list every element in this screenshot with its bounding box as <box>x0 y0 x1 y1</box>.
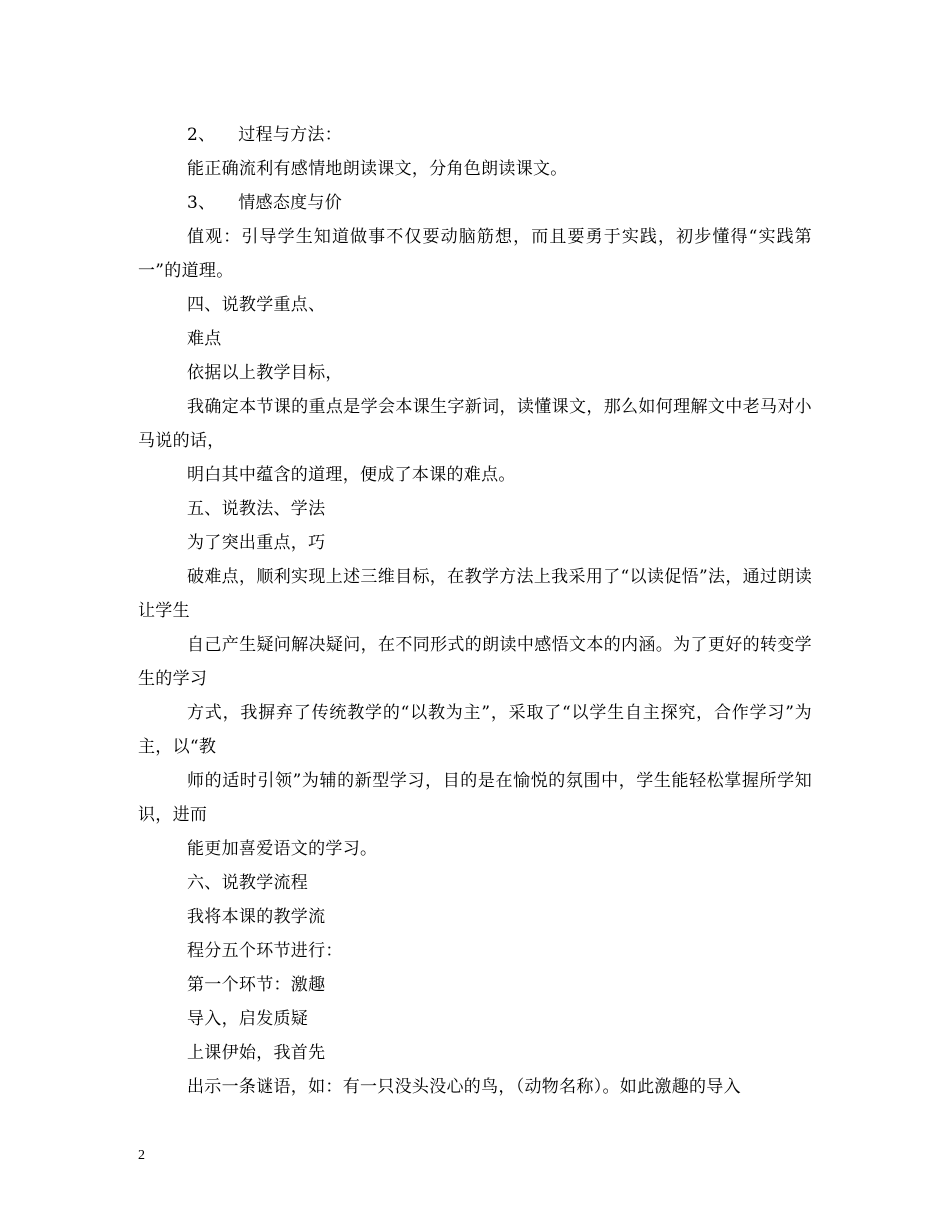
paragraph: 依据以上教学目标， <box>187 363 343 383</box>
page-number: 2 <box>138 1148 145 1163</box>
paragraph: 2、 过程与方法： <box>187 125 343 145</box>
paragraph: 为了突出重点，巧 <box>187 533 326 553</box>
paragraph: 难点 <box>187 329 222 349</box>
paragraph: 五、说教法、学法 <box>187 499 326 519</box>
paragraph: 我将本课的教学流 <box>187 907 326 927</box>
paragraph: 明白其中蕴含的道理，便成了本课的难点。 <box>187 465 516 485</box>
paragraph: 六、说教学流程 <box>187 873 309 893</box>
paragraph: 四、说教学重点、 <box>187 295 326 315</box>
paragraph: 导入，启发质疑 <box>187 1009 309 1029</box>
paragraph: 能更加喜爱语文的学习。 <box>187 839 378 859</box>
paragraph: 上课伊始，我首先 <box>187 1043 326 1063</box>
document-body <box>138 118 812 1104</box>
paragraph: 3、 情感态度与价 <box>187 193 343 213</box>
paragraph: 我确定本节课的重点是学会本课生字新词，读懂课文，那么如何理解文中老马对小马说的话， <box>138 397 812 451</box>
paragraph: 能正确流利有感情地朗读课文，分角色朗读课文。 <box>187 159 568 179</box>
paragraph: 值观：引导学生知道做事不仅要动脑筋想，而且要勇于实践，初步懂得“实践第一”的道理。 <box>138 227 812 281</box>
paragraph: 师的适时引领”为辅的新型学习，目的是在愉悦的氛围中，学生能轻松掌握所学知识，进而 <box>138 771 812 825</box>
paragraph: 程分五个环节进行： <box>187 941 343 961</box>
paragraph: 第一个环节：激趣 <box>187 975 326 995</box>
paragraph: 出示一条谜语，如：有一只没头没心的鸟，（动物名称）。如此激趣的导入 <box>187 1077 741 1097</box>
paragraph: 自己产生疑问解决疑问，在不同形式的朗读中感悟文本的内涵。为了更好的转变学生的学习 <box>138 635 812 689</box>
paragraph: 方式，我摒弃了传统教学的“以教为主”，采取了“以学生自主探究，合作学习”为主，以“教 <box>138 703 812 757</box>
paragraph: 破难点，顺利实现上述三维目标，在教学方法上我采用了“以读促悟”法，通过朗读让学生 <box>138 567 812 621</box>
